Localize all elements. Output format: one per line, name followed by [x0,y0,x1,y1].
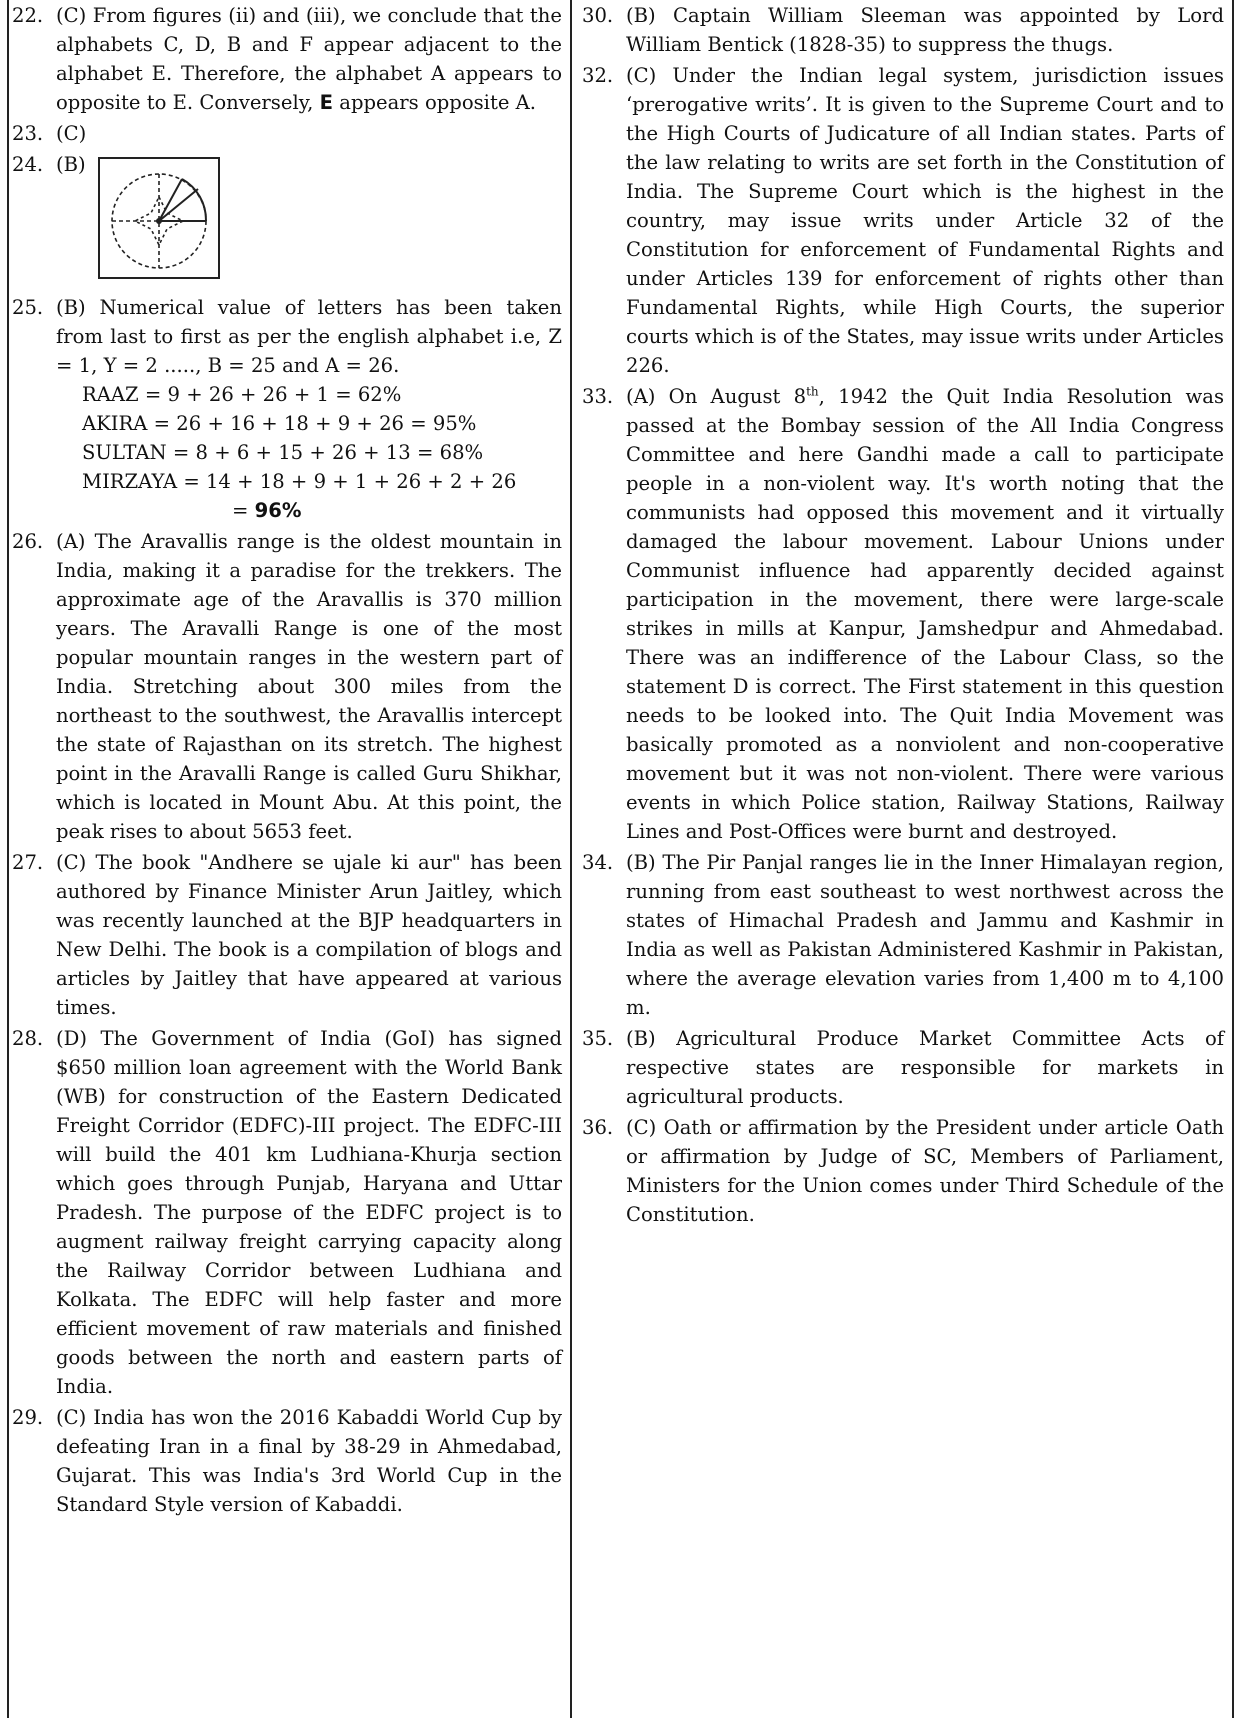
calc-line: SULTAN = 8 + 6 + 15 + 26 + 13 = 68% [82,441,484,464]
calculation-list [56,380,562,525]
calc-line: AKIRA = 26 + 16 + 18 + 9 + 26 = 95% [82,412,477,435]
answer-number: 34. [582,851,614,874]
column-divider [570,0,572,1718]
answer-29 [12,1403,562,1519]
answer-number: 25. [12,296,44,319]
answer-text: (B) [56,153,86,176]
answer-22 [12,1,562,117]
answer-36 [582,1113,1224,1229]
answer-text: (C) The book "Andhere se ujale ki aur" has been authored by Finance Minister Arun Jaitley, which was recently launched at the BJP headquarters in New Delhi. The book is a compilation of blogs and articles by Jaitley that have appeared at various times. [56,851,562,1019]
answer-number: 22. [12,4,44,27]
circle-figure-icon [100,159,218,277]
answer-text: (B) Captain William Sleeman was appointed by Lord William Bentick (1828-35) to suppress the thugs. [626,4,1224,56]
answer-number: 35. [582,1027,614,1050]
answer-number: 24. [12,153,44,176]
answer-number: 23. [12,122,44,145]
calc-total: = 96% [232,499,302,522]
answer-number: 33. [582,385,614,408]
answer-30 [582,1,1224,59]
answer-text: (B) The Pir Panjal ranges lie in the Inner Himalayan region, running from east southeast to west northwest across the states of Himachal Pradesh and Jammu and Kashmir in India as well as Pakistan Administered Kashmir in Pakistan, where the average elevation varies from 1,400 m to 4,100 m. [626,851,1224,1019]
bold-letter: E [319,91,334,114]
answer-text: (C) [56,122,87,145]
right-column [582,1,1224,1231]
page-border-left [7,0,9,1718]
answer-26 [12,527,562,846]
ordinal-suffix: th [806,384,819,399]
answer-text: (D) The Government of India (GoI) has signed $650 million loan agreement with the World Bank (WB) for construction of the Eastern Dedicated Freight Corridor (EDFC)-III project. The EDFC-III will build the 401 km Ludhiana-Khurja section which goes through Punjab, Haryana and Uttar Pradesh. The purpose of the EDFC project is to augment railway freight carrying capacity along the Railway Corridor between Ludhiana and Kolkata. The EDFC will help faster and more efficient movement of raw materials and finished goods between the north and eastern parts of India. [56,1027,562,1398]
answer-text: (B) Agricultural Produce Market Committee Acts of respective states are responsible for markets in agricultural products. [626,1027,1224,1108]
answer-23 [12,119,562,148]
answer-28 [12,1024,562,1401]
answer-24 [12,150,562,279]
answer-number: 30. [582,4,614,27]
answer-text: (C) India has won the 2016 Kabaddi World Cup by defeating Iran in a final by 38-29 in Ahmedabad, Gujarat. This was India's 3rd World Cup in the Standard Style version of Kabaddi. [56,1406,562,1516]
answer-number: 27. [12,851,44,874]
page-border-right [1232,0,1234,1718]
answer-number: 36. [582,1116,614,1139]
answer-27 [12,848,562,1022]
answer-text: (B) Numerical value of letters has been taken from last to first as per the english alphabet i.e, Z = 1, Y = 2 ....., B = 25 and A = 26. RAAZ = 9 + 26 + 26 + 1 = 62% AKIRA = 26 + 16 + 18 + 9 + 26 = 95% SULTAN = 8 + 6 + 15 + 26 + 13 = 68% MIRZAYA = 14 + 18 + 9 + 1 + 26 + 2 + 26 = 96% [56,293,562,525]
calc-line: RAAZ = 9 + 26 + 26 + 1 = 62% [82,383,402,406]
answer-text: (C) From figures (ii) and (iii), we conclude that the alphabets C, D, B and F appear adjacent to the alphabet E. Therefore, the alphabet A appears to opposite to E. Conversely, E appears opposite A. [56,4,562,114]
answer-text: (A) The Aravallis range is the oldest mountain in India, making it a paradise for the trekkers. The approximate age of the Aravallis is 370 million years. The Aravalli Range is one of the most popular mountain ranges in the western part of India. Stretching about 300 miles from the northeast to the southwest, the Aravallis intercept the state of Rajasthan on its stretch. The highest point in the Aravalli Range is called Guru Shikhar, which is located in Mount Abu. At this point, the peak rises to about 5653 feet. [56,530,562,843]
answer-number: 26. [12,530,44,553]
left-column [12,1,562,1521]
answer-figure [98,157,220,279]
answer-25 [12,293,562,525]
answer-32 [582,61,1224,380]
answer-text: (A) On August 8th, 1942 the Quit India Resolution was passed at the Bombay session of the All India Congress Committee and here Gandhi made a call to participate people in a non-violent way. It's worth noting that the communists had opposed this movement and it virtually damaged the labour movement. Labour Unions under Communist influence had apparently decided against participation in the movement, there were large-scale strikes in mills at Kanpur, Jamshedpur and Ahmedabad. There was an indifference of the Labour Class, so the statement D is correct. The First statement in this question needs to be looked into. The Quit India Movement was basically promoted as a nonviolent and non-cooperative movement but it was not non-violent. There were various events in which Police station, Railway Stations, Railway Lines and Post-Offices were burnt and destroyed. [626,384,1224,843]
answer-34 [582,848,1224,1022]
answer-number: 29. [12,1406,44,1429]
answer-text: (C) Oath or affirmation by the President under article Oath or affirmation by Judge of SC, Members of Parliament, Ministers for the Union comes under Third Schedule of the Constitution. [626,1116,1224,1226]
answer-number: 32. [582,64,614,87]
answer-33 [582,382,1224,846]
answer-text: (C) Under the Indian legal system, jurisdiction issues ‘prerogative writs’. It is given to the Supreme Court and to the High Courts of Judicature of all Indian states. Parts of the law relating to writs are set forth in the Constitution of India. The Supreme Court which is the highest in the country, may issue writs under Article 32 of the Constitution for enforcement of Fundamental Rights and under Articles 139 for enforcement of rights other than Fundamental Rights, while High Courts, the superior courts which is of the States, may issue writs under Articles 226. [626,64,1224,377]
answer-number: 28. [12,1027,44,1050]
calc-line: MIRZAYA = 14 + 18 + 9 + 1 + 26 + 2 + 26 [82,470,517,493]
answer-35 [582,1024,1224,1111]
